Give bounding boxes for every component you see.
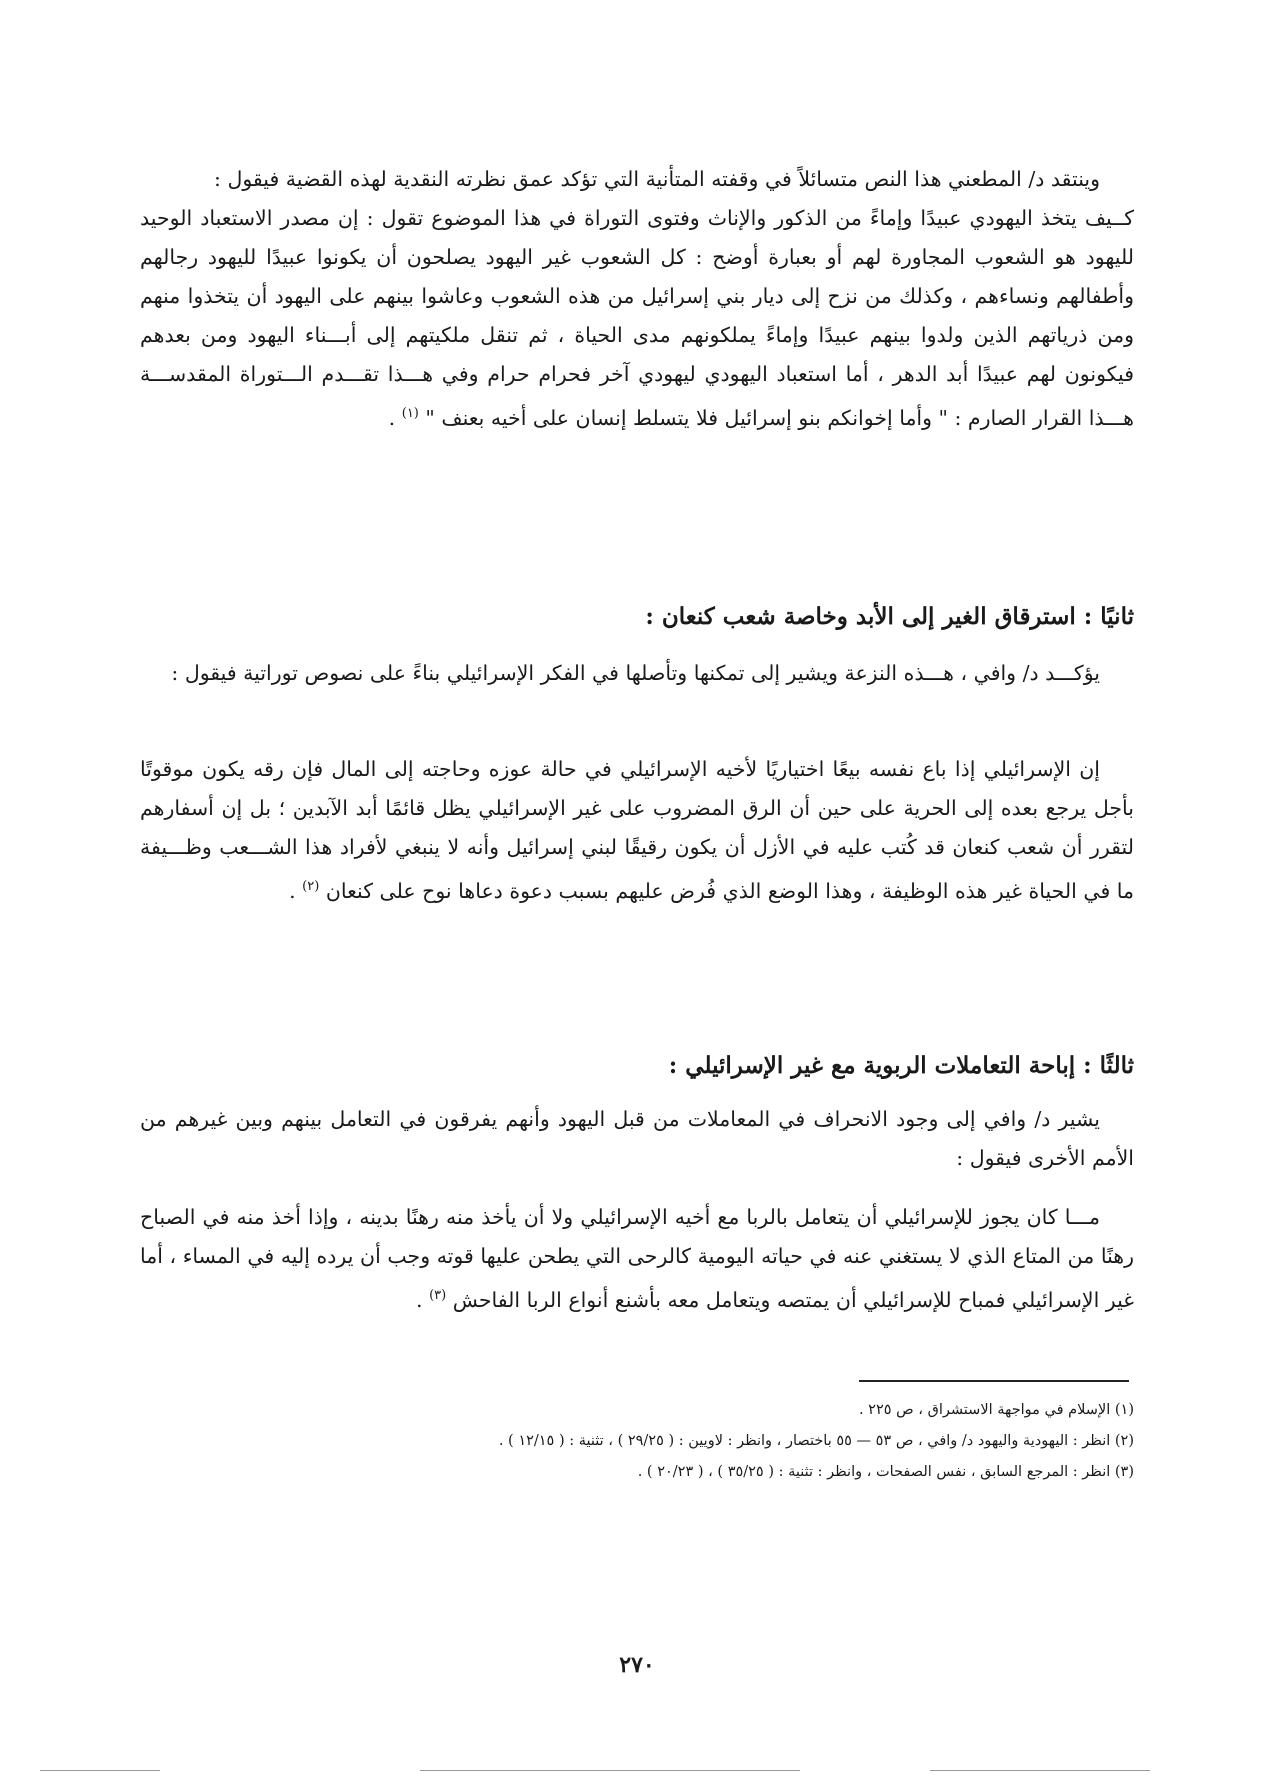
page-number: ٢٧٠ [619,1652,655,1678]
sentence-end: . [388,405,396,430]
paragraph-4: يشير د/ وافي إلى وجود الانحراف في المعاملات من قبل اليهود وأنهم يفرقون في التعامل بينهم وبين غيرهم من الأمم الأخرى فيقول : [140,1107,1134,1170]
paragraph-intro-quote [140,160,1134,438]
footnote-separator [859,1380,1129,1382]
footnote-2: (٢) انظر : اليهودية واليهود د/ وافي ، ص ٥٣ — ٥٥ باختصار ، وانظر : لاويين : ( ٢٩/٢٥ ) ، تثنية : ( ١٢/١٥ ) . [498,1433,1134,1449]
footnote-3: (٣) انظر : المرجع السابق ، نفس الصفحات ، وانظر : تثنية : ( ٣٥/٢٥ ) ، ( ٢٠/٢٣ ) . [637,1464,1134,1480]
quote-text: إن الإسرائيلي إذا باع نفسه بيعًا اختياريًا لأخيه الإسرائيلي في حالة عوزه وحاجته إلى المال فإن رقه يكون موقوتًا بأجل يرجع بعده إلى الحرية على حين أن الرق المضروب على غير الإسرائيلي يظل قائمًا أبد الآبدين ؛ بل إن أسفارهم لتقرر أن شعب كنعان قد كُتب عليه في الأزل أن يكون رقيقًا لبني إسرائيل وأنه لا ينبغي لأفراد هذا الشـــعب وظـــيفة ما في الحياة غير هذه الوظيفة ، وهذا الوضع الذي فُرض عليهم بسبب دعوة دعاها نوح على كنعان [140,757,1134,903]
footnote-ref-1[interactable]: (١) [401,406,419,421]
paragraph-3-quote [140,750,1134,911]
paragraph-2: يؤكـــد د/ وافي ، هـــذه النزعة ويشير إلى تمكنها وتأصلها في الفكر الإسرائيلي بناءً على نصوص توراتية فيقول : [171,661,1100,685]
section-heading-3: ثالثًا : إباحة التعاملات الربوية مع غير الإسرائيلي : [668,1052,1134,1079]
sentence-end: . [416,1287,423,1312]
scan-edge-mark [420,1770,800,1771]
sentence-end: . [289,878,296,903]
scan-edge-mark [40,1770,160,1771]
footnote-ref-2[interactable]: (٢) [302,879,320,894]
quote-text: مـــا كان يجوز للإسرائيلي أن يتعامل بالربا مع أخيه الإسرائيلي ولا أن يأخذ منه رهنًا بدينه ، وإذا أخذ منه في الصباح رهنًا من المتاع الذي لا يستغني عنه في حياته اليومية كالرحى التي يطحن عليها قوته وجب أن يرده إليه في المساء ، أما غير الإسرائيلي فمباح للإسرائيلي أن يمتصه ويتعامل معه بأشنع أنواع الربا الفاحش [140,1205,1134,1312]
scan-edge-mark [930,1770,1150,1771]
paragraph-5-quote [140,1198,1134,1320]
section-heading-2: ثانيًا : استرقاق الغير إلى الأبد وخاصة شعب كنعان : [645,603,1134,630]
paragraph-intro-line: وينتقد د/ المطعني هذا النص متسائلاً في وقفته المتأنية التي تؤكد عمق نظرته النقدية لهذه القضية فيقول : [214,167,1100,191]
footnote-ref-3[interactable]: (٣) [429,1288,447,1303]
footnote-1: (١) الإسلام في مواجهة الاستشراق ، ص ٢٢٥ . [858,1402,1134,1418]
footnotes-list [140,1395,1134,1488]
quote-text: كــيف يتخذ اليهودي عبيدًا وإماءً من الذكور والإناث وفتوى التوراة في هذا الموضوع تقول : إن مصدر الاستعباد الوحيد لليهود هو الشعوب المجاورة لهم أو بعبارة أوضح : كل الشعوب غير اليهود يصلحون أن يكونوا عبيدًا لليهود رجالهم وأطفالهم ونساءهم ، وكذلك من نزح إلى ديار بني إسرائيل من هذه الشعوب وعاشوا بينهم على اليهود أن يتخذوا منهم ومن ذرياتهم الذين ولدوا بينهم عبيدًا وإماءً يملكونهم مدى الحياة ، ثم تنقل ملكيتهم إلى أبـــناء اليهود ومن بعدهم فيكونون لهم عبيدًا أبد الدهر ، أما استعباد اليهودي ليهودي آخر فحرام حرام وفي هـــذا تقـــدم الـــتوراة المقدســـة هـــذا القرار الصارم : " وأما إخوانكم بنو إسرائيل فلا يتسلط إنسان على أخيه بعنف " [140,206,1134,430]
